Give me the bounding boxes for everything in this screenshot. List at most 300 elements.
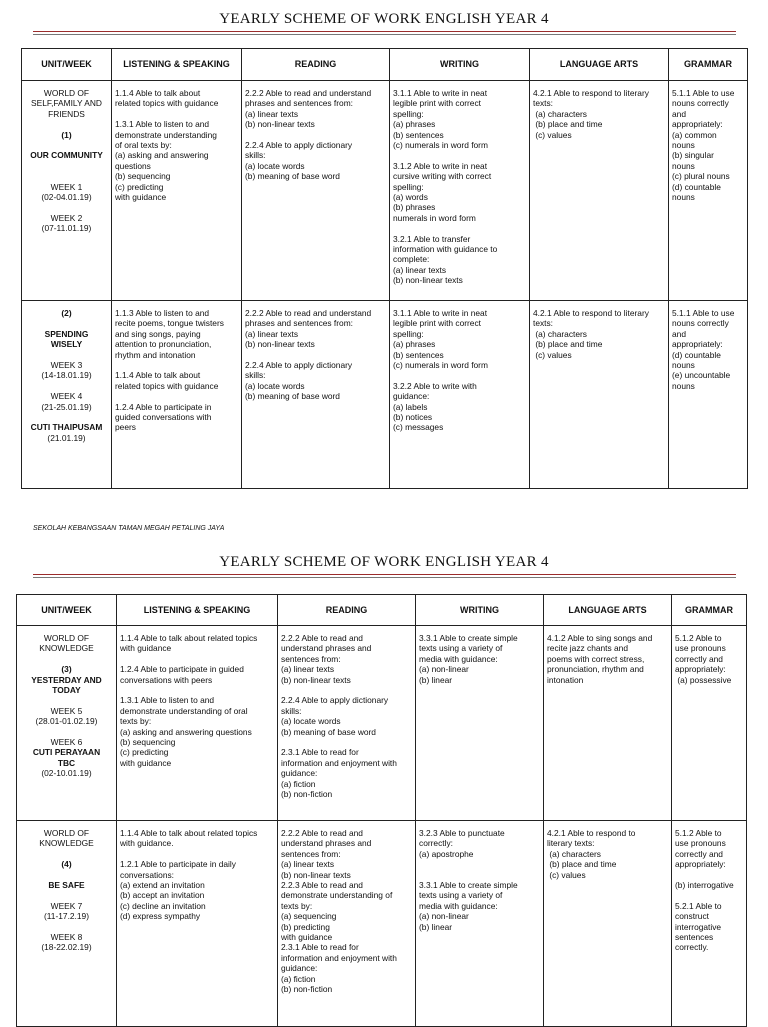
cell-text-line: (c) predicting	[120, 747, 169, 758]
cell-text-line: understand phrases and	[281, 838, 372, 849]
cell-text-line: 3.3.1 Able to create simple	[419, 880, 518, 890]
cell-text-line: legible print with correct	[393, 98, 481, 109]
cell-text-line: information and enjoyment with	[281, 757, 397, 768]
cell-text-line: 4.2.1 Able to respond to	[547, 828, 636, 838]
cell-text-line: (21.01.19)	[47, 432, 86, 443]
cell-text-line: WORLD OF	[43, 633, 90, 643]
cell-text-line: (c) messages	[393, 422, 444, 433]
title-divider	[33, 577, 736, 578]
cell-text-line	[393, 370, 526, 380]
cell-text-line: with guidance	[120, 643, 172, 654]
cell-text-line: attention to pronunciation,	[115, 339, 212, 350]
title-divider	[33, 574, 736, 575]
cell-text-line: (c) numerals in word form	[393, 360, 488, 371]
cell-text-line	[25, 318, 108, 328]
cell-text-line: (1)	[61, 129, 72, 140]
header-writing: WRITING	[416, 595, 544, 626]
cell-text-line: (a) labels	[393, 401, 428, 412]
cell-text-line: peers	[115, 422, 136, 433]
cell-text-line: 5.1.1 Able to use	[672, 88, 735, 98]
reading-cell	[278, 821, 416, 1027]
cell-text-line: appropriately:	[675, 859, 726, 870]
cell-text-line	[675, 870, 743, 880]
cell-text-line	[120, 654, 274, 664]
cell-text-line: 3.1.1 Able to write in neat	[393, 88, 488, 98]
grammar-cell	[669, 301, 748, 489]
cell-text-line: 3.3.1 Able to create simple	[419, 633, 518, 643]
cell-text-line: (a) non-linear	[419, 664, 469, 675]
cell-text-line: (b) meaning of base word	[281, 726, 376, 737]
language-arts-cell	[544, 821, 672, 1027]
cell-text-line: (3)	[61, 664, 72, 675]
header-language-arts: LANGUAGE ARTS	[544, 595, 672, 626]
cell-text-line: sentences from:	[281, 848, 341, 859]
cell-text-line: of oral texts by:	[115, 140, 172, 151]
cell-text-line	[20, 890, 113, 900]
cell-text-line: (c) values	[547, 869, 586, 880]
unit-week-cell	[22, 301, 112, 489]
cell-text-line: (b) meaning of base word	[245, 171, 340, 182]
cell-text-line: 4.2.1 Able to respond to literary	[533, 308, 649, 318]
cell-text-line: nouns	[672, 192, 695, 203]
cell-text-line	[25, 412, 108, 422]
cell-text-line: 2.2.4 Able to apply dictionary	[281, 695, 389, 706]
cell-text-line: 1.1.4 Able to talk about related topics	[120, 828, 258, 838]
cell-text-line: sentences	[675, 932, 714, 943]
header-listening-speaking: LISTENING & SPEAKING	[112, 49, 242, 81]
scheme-table-page2	[16, 594, 747, 1027]
cell-text-line: WEEK 8	[50, 932, 83, 942]
cell-text-line: sentences from:	[281, 653, 341, 664]
cell-text-line: WORLD OF	[43, 828, 90, 838]
cell-text-line: FRIENDS	[48, 108, 85, 119]
header-grammar: GRAMMAR	[672, 595, 747, 626]
cell-text-line: intonation	[547, 674, 584, 685]
cell-text-line: media with guidance:	[419, 900, 498, 911]
cell-text-line: texts using a variety of	[419, 890, 503, 901]
cell-text-line: (21-25.01.19)	[41, 401, 92, 412]
cell-text-line	[25, 350, 108, 360]
cell-text-line: (4)	[61, 859, 72, 870]
cell-text-line: BE SAFE	[48, 880, 85, 890]
cell-text-line: (18-22.02.19)	[41, 942, 92, 953]
cell-text-line: 3.2.3 Able to punctuate	[419, 828, 505, 838]
cell-text-line: information with guidance to	[393, 244, 498, 255]
cell-text-line: guided conversations with	[115, 412, 212, 423]
cell-text-line: appropriately:	[672, 339, 723, 350]
cell-text-line: 4.2.1 Able to respond to literary	[533, 88, 649, 98]
cell-text-line: with guidance	[120, 757, 172, 768]
listening-speaking-cell	[112, 81, 242, 301]
cell-text-line: correctly.	[675, 942, 709, 953]
header-language-arts: LANGUAGE ARTS	[530, 49, 669, 81]
cell-text-line: (a) possessive	[675, 674, 732, 685]
cell-text-line: (b) phrases	[393, 202, 436, 213]
cell-text-line: 2.3.1 Able to read for	[281, 747, 359, 758]
cell-text-line: KNOWLEDGE	[39, 838, 94, 849]
cell-text-line	[25, 202, 108, 212]
cell-text-line: 2.2.2 Able to read and understand	[245, 88, 372, 98]
cell-text-line: (b) non-linear texts	[245, 119, 315, 130]
cell-text-line: (a) locate words	[245, 380, 305, 391]
school-name-footer: SEKOLAH KEBANGSAAN TAMAN MEGAH PETALING JAYA	[33, 525, 225, 532]
cell-text-line: interrogative	[675, 921, 722, 932]
cell-text-line: SPENDING	[44, 328, 89, 339]
cell-text-line: 4.1.2 Able to sing songs and	[547, 633, 653, 643]
cell-text-line: nouns correctly	[672, 318, 729, 329]
cell-text-line: nouns	[672, 380, 695, 391]
cell-text-line	[25, 381, 108, 391]
cell-text-line: construct	[675, 911, 709, 922]
cell-text-line: 1.1.3 Able to listen to and	[115, 308, 210, 318]
cell-text-line: (a) phrases	[393, 339, 436, 350]
cell-text-line: WORLD OF	[43, 88, 90, 98]
cell-text-line: information and enjoyment with	[281, 952, 397, 963]
page2-title: YEARLY SCHEME OF WORK ENGLISH YEAR 4	[219, 554, 549, 570]
cell-text-line: texts:	[533, 318, 554, 329]
header-reading: READING	[278, 595, 416, 626]
cell-text-line: complete:	[393, 254, 430, 265]
cell-text-line: WISELY	[50, 339, 83, 350]
cell-text-line: texts by:	[120, 716, 152, 727]
cell-text-line: WEEK 2	[50, 212, 83, 223]
cell-text-line: correctly and	[675, 848, 723, 859]
cell-text-line: recite poems, tongue twisters	[115, 318, 224, 329]
cell-text-line: (02-10.01.19)	[41, 768, 92, 779]
cell-text-line: (c) values	[533, 349, 572, 360]
cell-text-line	[20, 870, 113, 880]
cell-text-line	[115, 391, 238, 401]
cell-text-line: conversations with peers	[120, 674, 213, 685]
cell-text-line: (b) non-fiction	[281, 984, 333, 995]
cell-text-line: 5.1.2 Able to	[675, 828, 722, 838]
cell-text-line: and	[672, 328, 686, 339]
cell-text-line: use pronouns	[675, 838, 726, 849]
cell-text-line: YESTERDAY AND	[31, 674, 102, 685]
table-header-row	[17, 595, 747, 626]
cell-text-line: (a) linear texts	[245, 328, 299, 339]
cell-text-line: (d) countable	[672, 349, 721, 360]
cell-text-line: 1.3.1 Able to listen to and	[115, 119, 210, 130]
cell-text-line: WEEK 4	[50, 391, 83, 402]
cell-text-line: demonstrate understanding	[115, 129, 217, 140]
cell-text-line: related topics with guidance	[115, 98, 219, 109]
cell-text-line: rhythm and intonation	[115, 349, 196, 360]
cell-text-line: (c) decline an invitation	[120, 900, 206, 911]
cell-text-line: (a) sequencing	[281, 911, 337, 922]
cell-text-line: (a) fiction	[281, 778, 316, 789]
writing-cell	[390, 81, 530, 301]
cell-text-line: texts by:	[281, 900, 313, 911]
cell-text-line: (d) countable	[672, 181, 721, 192]
header-unit-week: UNIT/WEEK	[17, 595, 117, 626]
header-reading: READING	[242, 49, 390, 81]
cell-text-line: pronunciation, rhythm and	[547, 664, 644, 675]
cell-text-line: nouns	[672, 160, 695, 171]
grammar-cell	[672, 626, 747, 821]
cell-text-line	[20, 654, 113, 664]
cell-text-line: spelling:	[393, 181, 424, 192]
cell-text-line: understand phrases and	[281, 643, 372, 654]
cell-text-line: phrases and sentences from:	[245, 318, 354, 329]
cell-text-line: (a) characters	[547, 848, 601, 859]
cell-text-line	[245, 350, 386, 360]
grammar-cell	[669, 81, 748, 301]
unit-week-cell	[17, 626, 117, 821]
cell-text-line: (a) linear texts	[281, 664, 335, 675]
cell-text-line: (a) asking and answering	[115, 150, 209, 161]
language-arts-cell	[530, 81, 669, 301]
cell-text-line	[20, 922, 113, 932]
cell-text-line: TODAY	[52, 685, 81, 696]
cell-text-line: skills:	[245, 150, 266, 161]
cell-text-line: (d) express sympathy	[120, 911, 201, 922]
cell-text-line: (a) fiction	[281, 973, 316, 984]
cell-text-line	[120, 685, 274, 695]
cell-text-line	[20, 849, 113, 859]
cell-text-line: CUTI THAIPUSAM	[30, 422, 103, 433]
listening-speaking-cell	[117, 626, 278, 821]
cell-text-line: (b) meaning of base word	[245, 391, 340, 402]
cell-text-line: and sing songs, paying	[115, 328, 201, 339]
cell-text-line	[281, 685, 412, 695]
cell-text-line: (b) place and time	[547, 859, 617, 870]
cell-text-line: 3.2.2 Able to write with	[393, 380, 477, 391]
cell-text-line: related topics with guidance	[115, 380, 219, 391]
cell-text-line	[281, 737, 412, 747]
cell-text-line: (b) sequencing	[120, 737, 176, 748]
cell-text-line: 1.1.4 Able to talk about	[115, 88, 201, 98]
cell-text-line: 2.2.2 Able to read and understand	[245, 308, 372, 318]
cell-text-line: nouns	[672, 360, 695, 371]
cell-text-line: legible print with correct	[393, 318, 481, 329]
unit-week-cell	[22, 81, 112, 301]
cell-text-line: 2.2.4 Able to apply dictionary	[245, 360, 353, 371]
cell-text-line: (a) locate words	[281, 716, 341, 727]
cell-text-line: skills:	[245, 370, 266, 381]
cell-text-line: questions	[115, 160, 151, 171]
cell-text-line	[393, 150, 526, 160]
cell-text-line: (b) sentences	[393, 349, 444, 360]
cell-text-line: (b) interrogative	[675, 880, 734, 891]
cell-text-line: correctly:	[419, 838, 453, 849]
cell-text-line	[115, 360, 238, 370]
cell-text-line: (b) sentences	[393, 129, 444, 140]
listening-speaking-cell	[112, 301, 242, 489]
title-divider	[33, 34, 736, 35]
cell-text-line: 1.1.4 Able to talk about related topics	[120, 633, 258, 643]
cell-text-line: (a) words	[393, 192, 428, 203]
cell-text-line: 2.2.2 Able to read and	[281, 633, 363, 643]
cell-text-line: (c) plural nouns	[672, 171, 730, 182]
cell-text-line: (b) non-linear texts	[281, 869, 351, 880]
writing-cell	[416, 626, 544, 821]
cell-text-line: (14-18.01.19)	[41, 370, 92, 381]
language-arts-cell	[530, 301, 669, 489]
header-unit-week: UNIT/WEEK	[22, 49, 112, 81]
cell-text-line: 1.2.1 Able to participate in daily	[120, 859, 236, 870]
cell-text-line: with guidance	[281, 932, 333, 943]
cell-text-line	[25, 119, 108, 129]
header-listening-speaking: LISTENING & SPEAKING	[117, 595, 278, 626]
unit-week-cell	[17, 821, 117, 1027]
cell-text-line	[25, 171, 108, 181]
cell-text-line: 2.2.4 Able to apply dictionary	[245, 140, 353, 151]
cell-text-line: WEEK 6	[50, 737, 83, 748]
cell-text-line: media with guidance:	[419, 653, 498, 664]
cell-text-line: 1.2.4 Able to participate in guided	[120, 664, 244, 675]
cell-text-line: (a) linear texts	[245, 108, 299, 119]
table-header-row	[22, 49, 748, 81]
cell-text-line: (c) predicting	[115, 181, 164, 192]
cell-text-line: 3.2.1 Able to transfer	[393, 233, 471, 244]
cell-text-line: conversations:	[120, 869, 174, 880]
cell-text-line: SELF,FAMILY AND	[31, 98, 102, 109]
cell-text-line: (c) values	[533, 129, 572, 140]
cell-text-line	[393, 223, 526, 233]
cell-text-line: numerals in word form	[393, 212, 476, 223]
cell-text-line: recite jazz chants and	[547, 643, 629, 654]
cell-text-line	[115, 109, 238, 119]
cell-text-line: 2.2.2 Able to read and	[281, 828, 363, 838]
cell-text-line: (a) linear texts	[393, 264, 447, 275]
cell-text-line: 3.1.2 Able to write in neat	[393, 160, 488, 171]
cell-text-line: (11-17.2.19)	[43, 911, 89, 922]
cell-text-line: 5.1.2 Able to	[675, 633, 722, 643]
cell-text-line: nouns	[672, 140, 695, 151]
cell-text-line: (a) asking and answering questions	[120, 726, 252, 737]
cell-text-line	[120, 849, 274, 859]
cell-text-line: phrases and sentences from:	[245, 98, 354, 109]
cell-text-line: use pronouns	[675, 643, 726, 654]
cell-text-line: WEEK 3	[50, 360, 83, 370]
cell-text-line: WEEK 5	[50, 705, 83, 716]
cell-text-line: texts:	[533, 98, 554, 109]
table-row	[22, 81, 748, 301]
cell-text-line: (28.01-01.02.19)	[35, 716, 98, 727]
cell-text-line: 1.2.4 Able to participate in	[115, 401, 212, 412]
cell-text-line: 5.2.1 Able to	[675, 900, 722, 911]
grammar-cell	[672, 821, 747, 1027]
cell-text-line: (b) place and time	[533, 119, 603, 130]
cell-text-line: 1.3.1 Able to listen to and	[120, 695, 215, 706]
cell-text-line: (b) accept an invitation	[120, 890, 205, 901]
cell-text-line: (b) non-linear texts	[281, 674, 351, 685]
cell-text-line: (b) non-linear texts	[245, 339, 315, 350]
cell-text-line: literary texts:	[547, 838, 595, 849]
cell-text-line: 3.1.1 Able to write in neat	[393, 308, 488, 318]
cell-text-line: (2)	[61, 308, 72, 318]
cell-text-line: WEEK 7	[50, 900, 83, 911]
cell-text-line: spelling:	[393, 328, 424, 339]
cell-text-line: WEEK 1	[50, 181, 83, 192]
cell-text-line: (a) locate words	[245, 160, 305, 171]
cell-text-line: demonstrate understanding of oral	[120, 705, 248, 716]
cell-text-line	[20, 727, 113, 737]
cell-text-line: poems with correct stress,	[547, 653, 645, 664]
cell-text-line: guidance:	[393, 391, 430, 402]
cell-text-line: (b) singular	[672, 150, 714, 161]
cell-text-line: TBC	[57, 757, 76, 768]
cell-text-line: (07-11.01.19)	[41, 223, 92, 234]
cell-text-line: texts using a variety of	[419, 643, 503, 654]
cell-text-line: CUTI PERAYAAN	[32, 747, 101, 758]
cell-text-line: (b) predicting	[281, 921, 330, 932]
cell-text-line: appropriately:	[672, 119, 723, 130]
scheme-table-page1	[21, 48, 748, 489]
reading-cell	[242, 301, 390, 489]
cell-text-line: spelling:	[393, 108, 424, 119]
cell-text-line	[25, 140, 108, 150]
cell-text-line: (a) phrases	[393, 119, 436, 130]
cell-text-line: (c) numerals in word form	[393, 140, 488, 151]
table-row	[17, 626, 747, 821]
cell-text-line	[675, 890, 743, 900]
listening-speaking-cell	[117, 821, 278, 1027]
cell-text-line: (a) characters	[533, 328, 587, 339]
cell-text-line: appropriately:	[675, 664, 726, 675]
cell-text-line: and	[672, 108, 686, 119]
title-divider	[33, 31, 736, 32]
cell-text-line	[25, 161, 108, 171]
language-arts-cell	[544, 626, 672, 821]
cell-text-line: (b) linear	[419, 674, 453, 685]
cell-text-line: (b) linear	[419, 921, 453, 932]
cell-text-line: (a) characters	[533, 108, 587, 119]
cell-text-line: (b) sequencing	[115, 171, 171, 182]
cell-text-line: (a) extend an invitation	[120, 880, 205, 891]
cell-text-line: (e) uncountable	[672, 370, 731, 381]
cell-text-line: demonstrate understanding of	[281, 890, 393, 901]
cell-text-line: KNOWLEDGE	[39, 643, 94, 654]
cell-text-line: (b) non-fiction	[281, 789, 333, 800]
cell-text-line: 5.1.1 Able to use	[672, 308, 735, 318]
cell-text-line: (a) apostrophe	[419, 848, 474, 859]
cell-text-line	[419, 870, 540, 880]
writing-cell	[416, 821, 544, 1027]
header-writing: WRITING	[390, 49, 530, 81]
page1-title: YEARLY SCHEME OF WORK ENGLISH YEAR 4	[219, 11, 549, 27]
cell-text-line: 1.1.4 Able to talk about	[115, 370, 201, 381]
cell-text-line	[245, 130, 386, 140]
cell-text-line: (a) common	[672, 129, 717, 140]
cell-text-line: correctly and	[675, 653, 723, 664]
cell-text-line: (b) place and time	[533, 339, 603, 350]
cell-text-line: (a) non-linear	[419, 911, 469, 922]
cell-text-line: cursive writing with correct	[393, 171, 492, 182]
cell-text-line: with guidance.	[120, 838, 174, 849]
cell-text-line: with guidance	[115, 192, 167, 203]
reading-cell	[278, 626, 416, 821]
cell-text-line: skills:	[281, 705, 302, 716]
cell-text-line	[20, 695, 113, 705]
cell-text-line: OUR COMMUNITY	[30, 150, 103, 161]
cell-text-line: guidance:	[281, 768, 318, 779]
cell-text-line: (a) linear texts	[281, 859, 335, 870]
table-row	[22, 301, 748, 489]
table-row	[17, 821, 747, 1027]
cell-text-line	[419, 859, 540, 869]
header-grammar: GRAMMAR	[669, 49, 748, 81]
cell-text-line: guidance:	[281, 963, 318, 974]
cell-text-line: nouns correctly	[672, 98, 729, 109]
cell-text-line: (02-04.01.19)	[41, 192, 92, 202]
cell-text-line: (b) non-linear texts	[393, 275, 463, 286]
writing-cell	[390, 301, 530, 489]
cell-text-line: 2.3.1 Able to read for	[281, 942, 359, 953]
cell-text-line: 2.2.3 Able to read and	[281, 880, 363, 891]
reading-cell	[242, 81, 390, 301]
